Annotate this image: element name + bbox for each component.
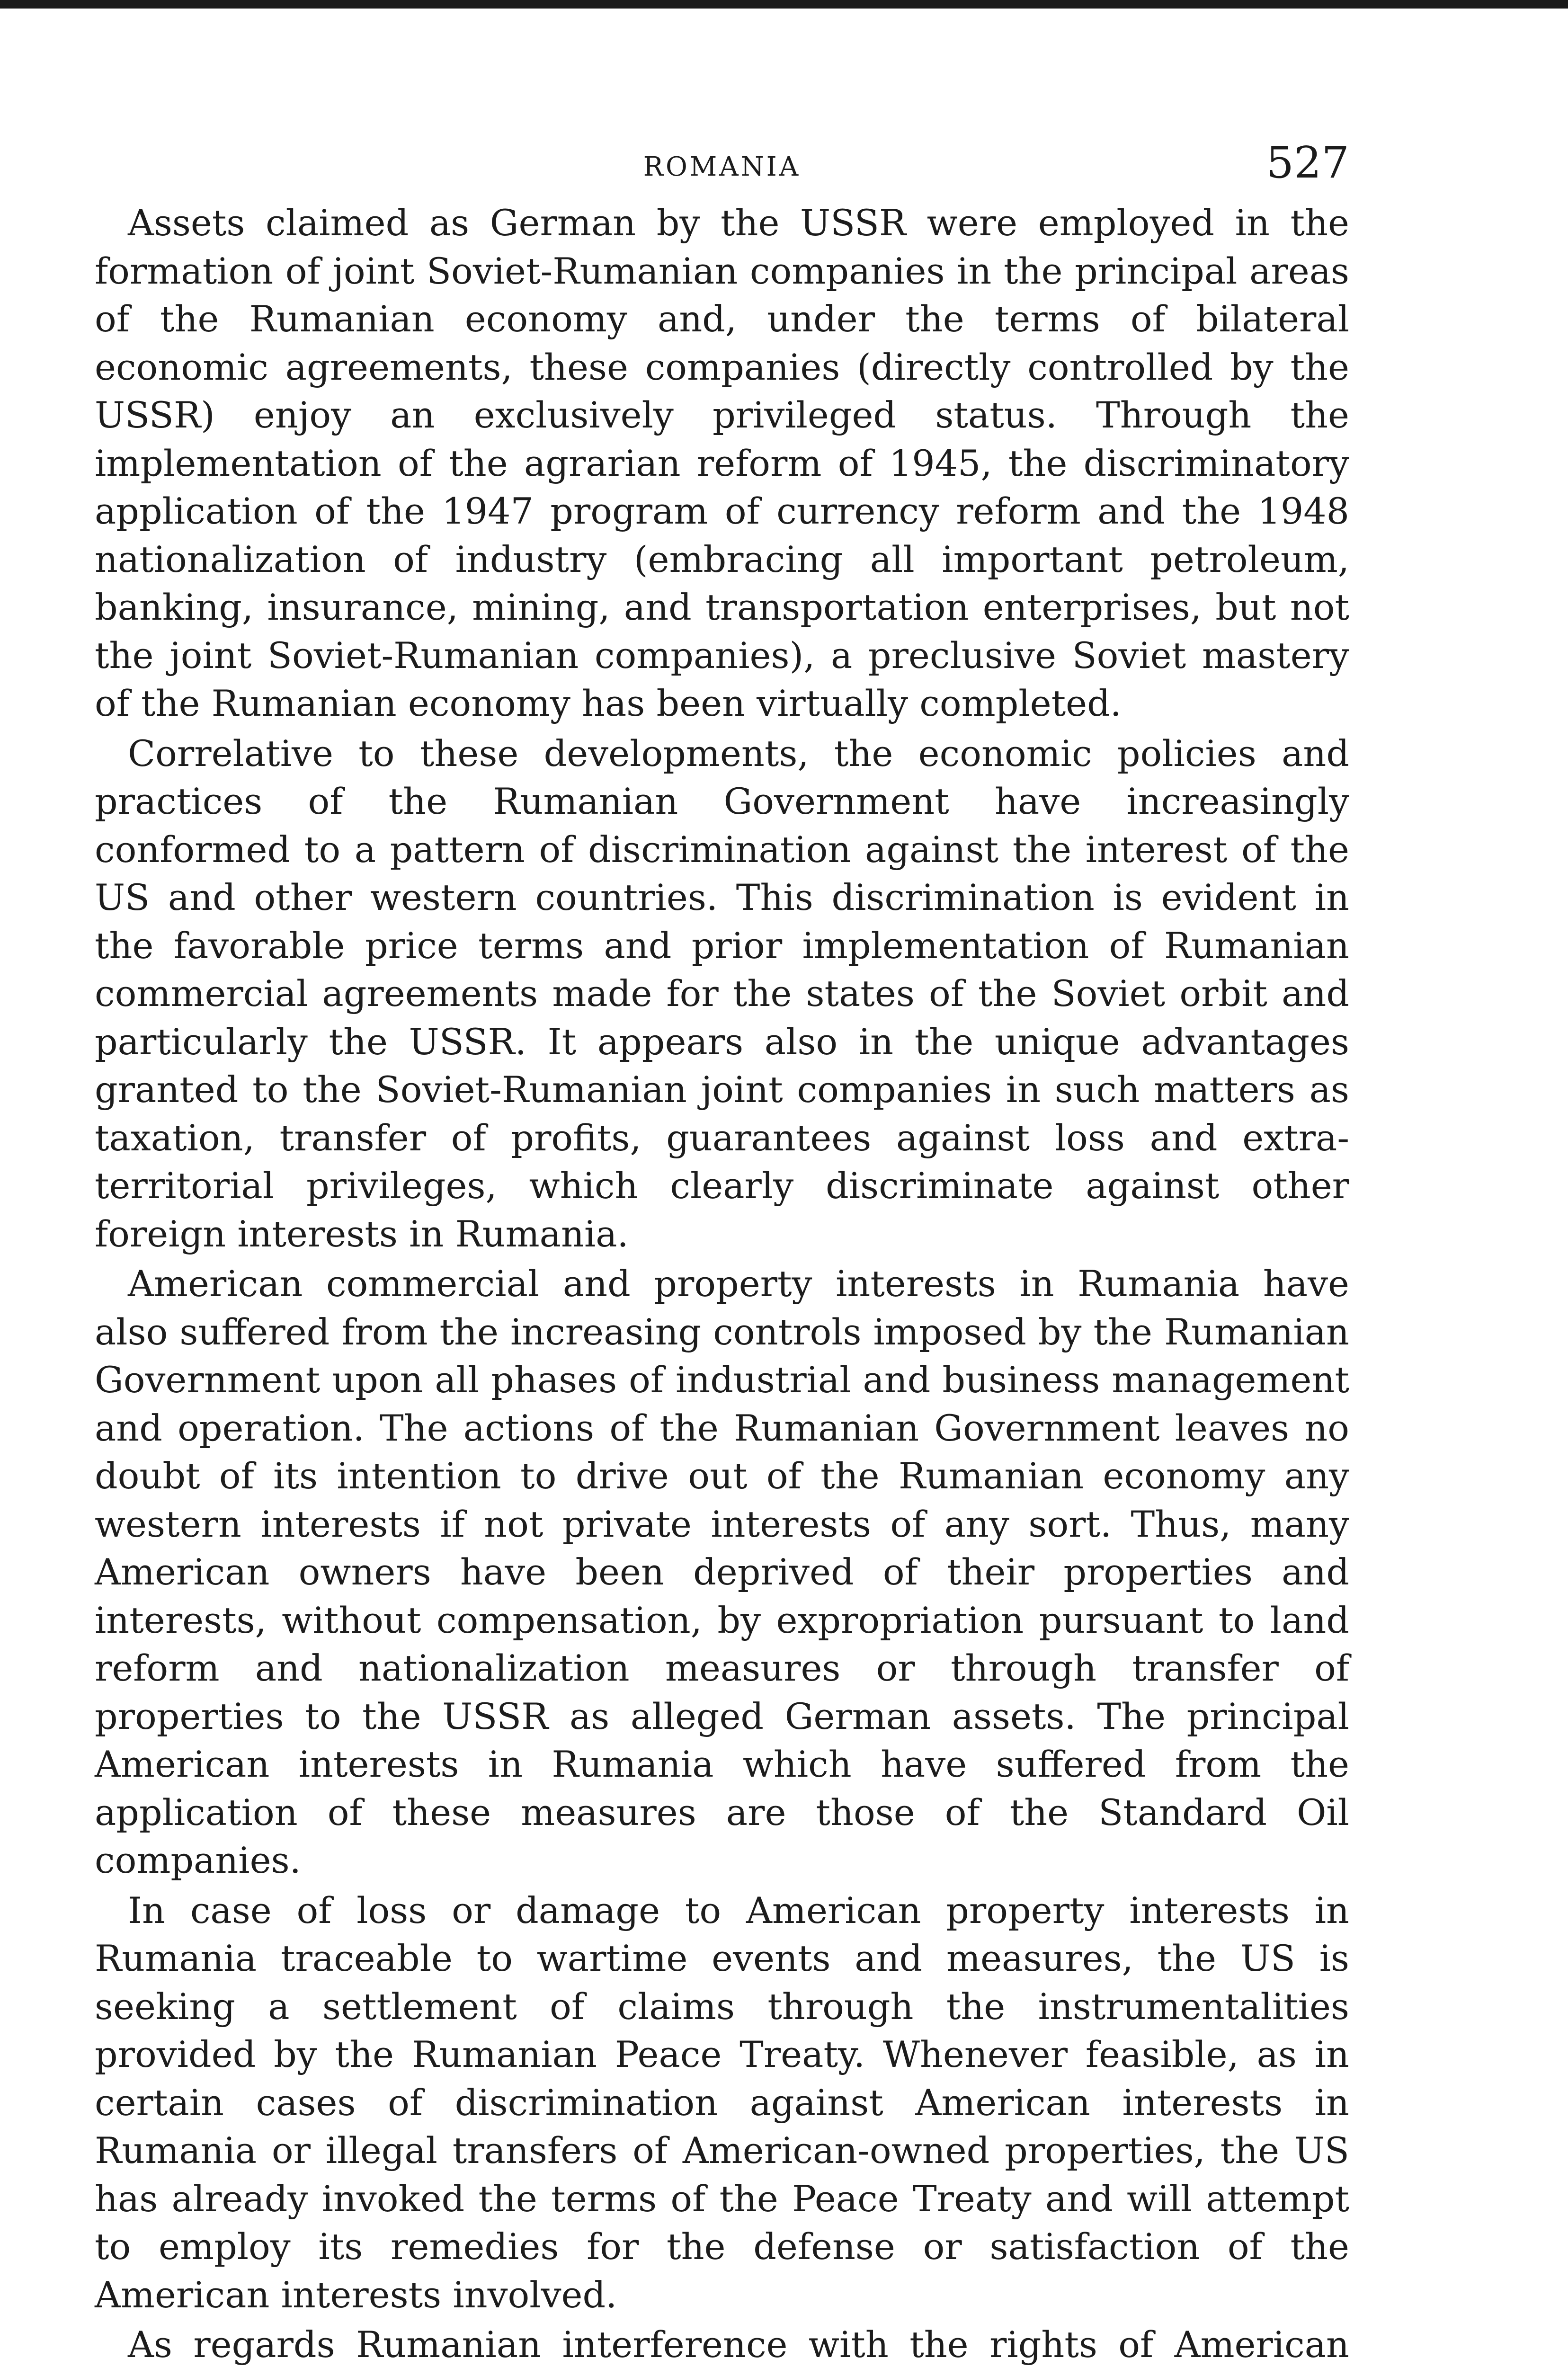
running-head [95, 137, 1349, 199]
paragraph-4: In case of loss or damage to American property interests in Rumania traceable to wartime events and measures, the US is seeking a settlement of claims through the instrumentalities provided by the Rumanian Peace Treaty. Whenever feasible, as in certain cases of discrimination against American interests in Rumania or illegal transfers of American-owned properties, the US has already invoked the terms of the Peace Treaty and will attempt to employ its remedies for the defense or satisfaction of the American interests involved. [95, 1889, 1349, 2316]
document-page [95, 137, 1349, 2367]
paragraph-2: Correlative to these developments, the economic policies and practices of the Rumanian Government have increasingly conformed to a pattern of discrimination against the interest of the US and other western countries. This discrimination is evident in the favorable price terms and prior implementation of Rumanian commercial agreements made for the states of the Soviet orbit and particularly the USSR. It appears also in the unique advantages granted to the Soviet-Rumanian joint companies in such matters as taxation, transfer of profits, guarantees against loss and extra-territorial privileges, which clearly discriminate against other foreign interests in Rumania. [95, 732, 1349, 1255]
paragraph-5: As regards Rumanian interference with the rights of American [128, 2323, 1349, 2366]
section-title: ROMANIA [643, 151, 801, 182]
top-border-rule [0, 0, 1568, 9]
page-number: 527 [1266, 137, 1349, 188]
paragraph-3: American commercial and property interests in Rumania have also suffered from the increasing controls imposed by the Rumanian Government upon all phases of industrial and business management and operation. The actions of the Rumanian Government leaves no doubt of its intention to drive out of the Rumanian economy any western interests if not private interests of any sort. Thus, many American owners have been deprived of their properties and interests, without compensation, by expropriation pursuant to land reform and nationalization measures or through transfer of properties to the USSR as alleged German assets. The principal American interests in Rumania which have suffered from the application of these measures are those of the Standard Oil companies. [95, 1263, 1349, 1881]
paragraph-1: Assets claimed as German by the USSR were employed in the formation of joint Soviet-Rumanian companies in the principal areas of the Rumanian economy and, under the terms of bilateral economic agreements, these companies (directly controlled by the USSR) enjoy an exclusively privileged status. Through the implementation of the agrarian reform of 1945, the discriminatory application of the 1947 program of currency reform and the 1948 nationalization of industry (embracing all important petroleum, banking, insurance, mining, and transportation enterprises, but not the joint Soviet-Rumanian companies), a preclusive Soviet mastery of the Rumanian economy has been virtually completed. [95, 202, 1349, 724]
body-text [95, 199, 1349, 2367]
